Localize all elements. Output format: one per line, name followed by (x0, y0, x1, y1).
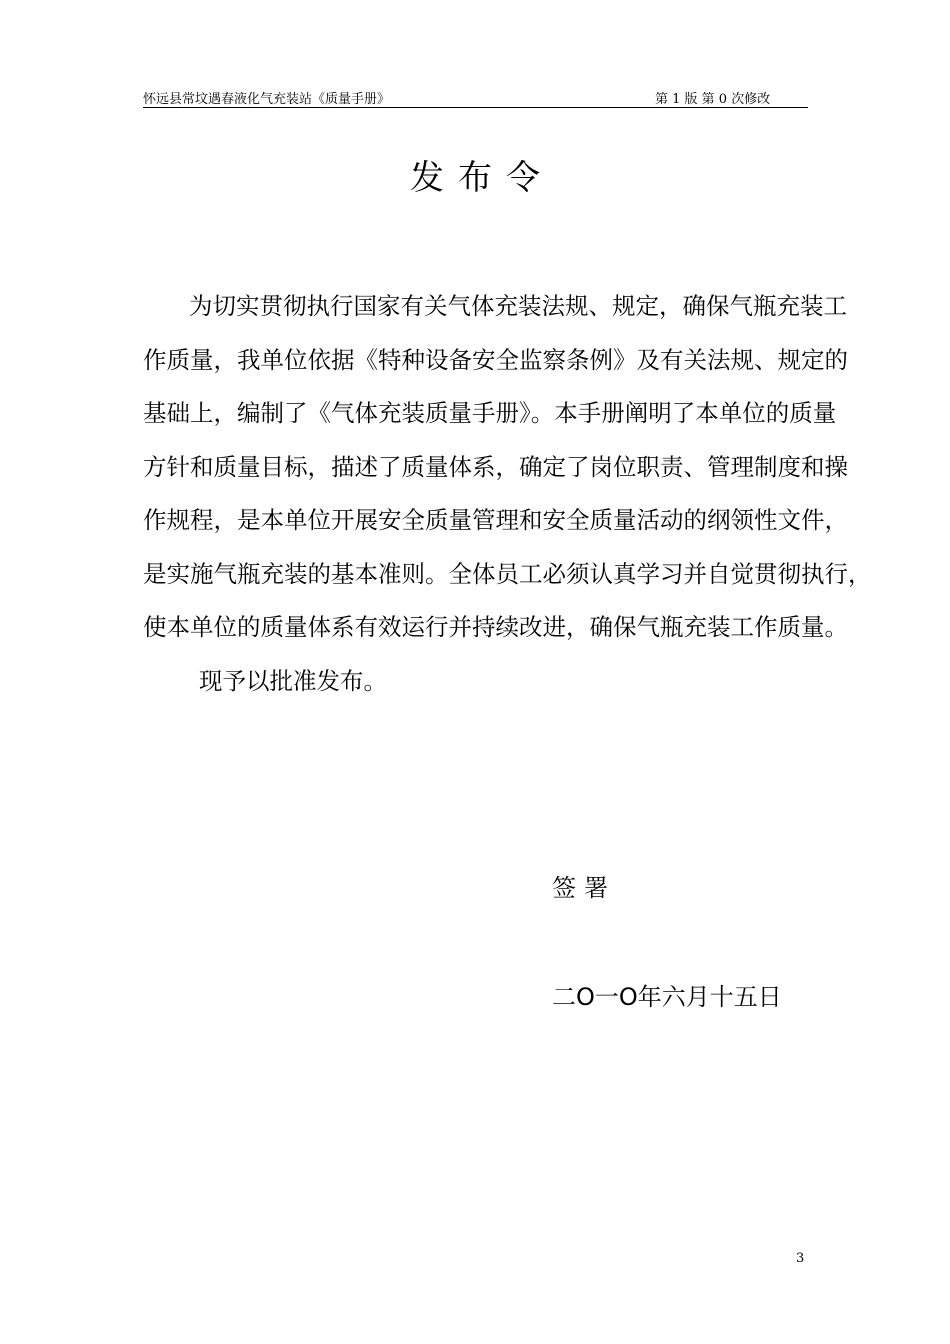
body-line: 作规程，是本单位开展安全质量管理和安全质量活动的纲领性文件， (143, 506, 848, 534)
body-line: 是实施气瓶充装的基本准则。全体员工必须认真学习并自觉贯彻执行， (143, 559, 872, 588)
issue-date: 二O一O年六月十五日 (552, 983, 782, 1011)
page-title: 发布令 (410, 158, 554, 198)
header-version: 第 1 版 第 0 次修改 (655, 92, 771, 107)
page-header (143, 87, 808, 108)
decree-body (143, 280, 913, 708)
body-line: 方针和质量目标，描述了质量体系，确定了岗位职责、管理制度和操 (143, 452, 848, 481)
body-line: 为切实贯彻执行国家有关气体充装法规、规定，确保气瓶充装工 (189, 292, 847, 320)
body-line-approval: 现予以批准发布。 (199, 666, 387, 695)
header-document-title: 怀远县常坟遇春液化气充装站《质量手册》 (143, 92, 391, 107)
body-line: 基础上，编制了《气体充装质量手册》。本手册阐明了本单位的质量 (143, 399, 837, 427)
page-number: 3 (796, 1251, 805, 1266)
body-line: 作质量，我单位依据《特种设备安全监察条例》及有关法规、规定的 (143, 345, 848, 374)
body-line: 使本单位的质量体系有效运行并持续改进，确保气瓶充装工作质量。 (143, 613, 848, 641)
signature-label: 签署 (552, 874, 616, 902)
